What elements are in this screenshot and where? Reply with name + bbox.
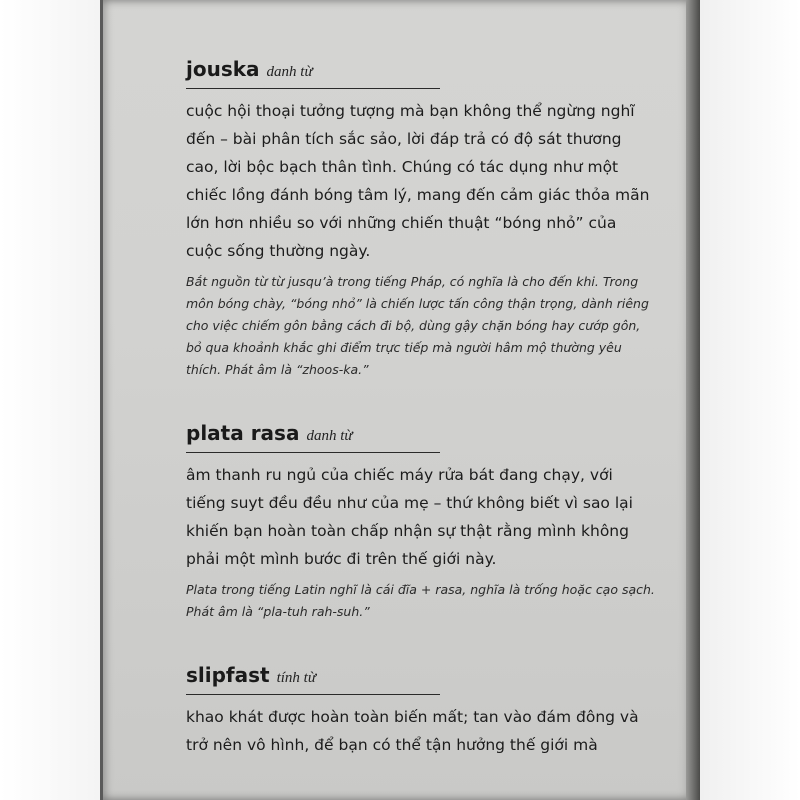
entry-definition: âm thanh ru ngủ của chiếc máy rửa bát đang chạy, với tiếng suyt đều đều như của mẹ – thứ không biết vì sao lại khiến bạn hoàn toàn chấp nhận sự thật rằng mình không phải một mình bước đi trên thế giới này. bbox=[186, 466, 633, 568]
entry-term: slipfast bbox=[186, 663, 270, 687]
heading-rule bbox=[186, 88, 440, 89]
entry-term: jouska bbox=[186, 57, 260, 81]
part-of-speech: danh từ bbox=[266, 64, 313, 80]
entry-definition: cuộc hội thoại tưởng tượng mà bạn không thể ngừng nghĩ đến – bài phân tích sắc sảo, lời đáp trả có độ sát thương cao, lời bộc bạch thân tình. Chúng có tác dụng như một chiếc lồng đánh bóng tâm lý, mang đến cảm giác thỏa mãn lớn hơn nhiều so với những chiến thuật “bóng nhỏ” của cuộc sống thường ngày. bbox=[186, 102, 650, 260]
book-page bbox=[100, 0, 700, 800]
heading-rule bbox=[186, 694, 440, 695]
entry-jouska bbox=[186, 57, 656, 381]
part-of-speech: tính từ bbox=[276, 670, 317, 686]
entry-term: plata rasa bbox=[186, 421, 300, 445]
entry-note: Bắt nguồn từ từ jusqu’à trong tiếng Pháp, có nghĩa là cho đến khi. Trong môn bóng chày, “bóng nhỏ” là chiến lược tấn công thận trọng, dành riêng cho việc chiếm gôn bằng cách đi bộ, dùng gậy chặn bóng hay cướp gôn, bỏ qua khoảnh khắc ghi điểm trực tiếp mà người hâm mộ thường yêu thích. Phát âm là “zhoos-ka.” bbox=[186, 274, 649, 377]
entry-note: Plata trong tiếng Latin nghĩ là cái đĩa + rasa, nghĩa là trống hoặc cạo sạch. Phát âm là “pla-tuh rah-suh.” bbox=[186, 582, 655, 619]
headword bbox=[186, 57, 656, 81]
part-of-speech: danh từ bbox=[306, 428, 353, 444]
heading-rule bbox=[186, 452, 440, 453]
entry-definition: khao khát được hoàn toàn biến mất; tan vào đám đông và trở nên vô hình, để bạn có thể tận hưởng thế giới mà bbox=[186, 708, 639, 754]
headword bbox=[186, 663, 656, 687]
entry-plata-rasa bbox=[186, 421, 656, 623]
entry-slipfast bbox=[186, 663, 656, 759]
background-left bbox=[0, 0, 100, 800]
headword bbox=[186, 421, 656, 445]
background-right bbox=[700, 0, 800, 800]
